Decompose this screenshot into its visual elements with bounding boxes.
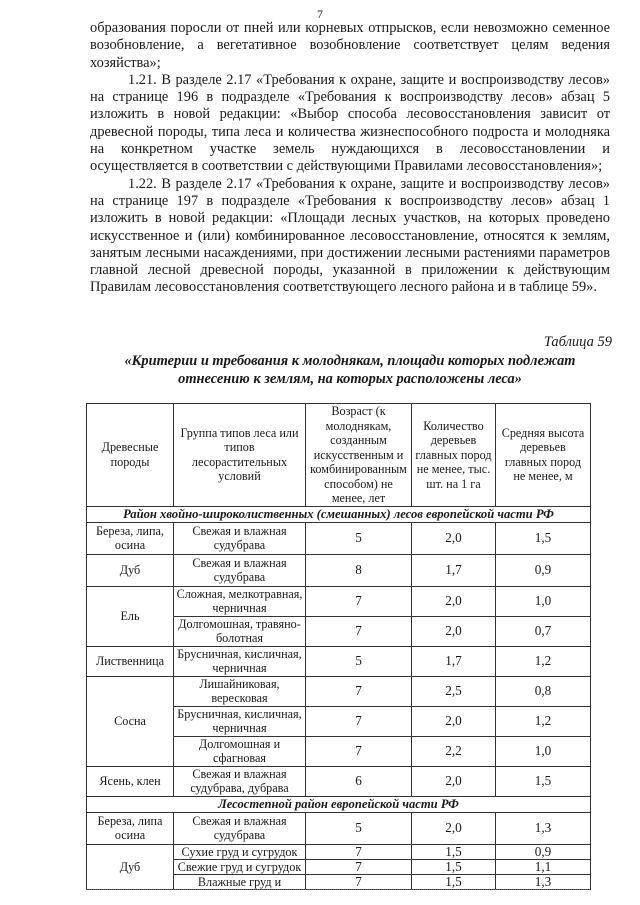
header-age: Возраст (к молоднякам, созданным искусственным и комбинированным способом) не менее, лет	[306, 404, 412, 507]
forest-type-cell: Свежая и влажная судубрава	[174, 554, 306, 586]
height-cell: 0,9	[496, 554, 591, 586]
count-cell: 2,5	[412, 676, 496, 706]
forest-type-cell: Влажные груд и	[174, 874, 306, 889]
height-cell: 1,5	[496, 522, 591, 554]
table-row	[87, 522, 591, 554]
age-cell: 5	[306, 646, 412, 676]
table-label: Таблица 59	[543, 334, 612, 350]
table-row	[87, 646, 591, 676]
height-cell: 1,2	[496, 646, 591, 676]
table-header-row	[87, 404, 591, 507]
species-cell: Ель	[87, 586, 174, 646]
section-title: Район хвойно-широколиственных (смешанных) лесов европейской части РФ	[87, 506, 591, 522]
header-species: Древесные породы	[87, 404, 174, 507]
age-cell: 7	[306, 586, 412, 616]
forest-type-cell: Долгомошная, травяно-болотная	[174, 616, 306, 646]
table-row	[87, 586, 591, 616]
forest-type-cell: Свежие груд и сугрудок	[174, 859, 306, 874]
species-cell: Береза, липа, осина	[87, 522, 174, 554]
paragraph-1-21: 1.21. В разделе 2.17 «Требования к охране, защите и воспроизводству лесов» на странице 196 в подразделе «Требования к воспроизводству лесов» абзац 5 изложить в новой редакции: «Выбор способа лесовосстановления зависит от древесной породы, типа леса и количества жизнеспособного подроста и молодняка на конкретном участке земель нуждающихся в лесовосстановлении и осуществляется в соответствии с действующими Правилами лесовосстановления»;	[90, 71, 610, 175]
count-cell: 2,0	[412, 706, 496, 736]
height-cell: 1,2	[496, 706, 591, 736]
paragraph-1-22: 1.22. В разделе 2.17 «Требования к охране, защите и воспроизводству лесов» на странице 197 в подразделе «Требования к воспроизводству лесов» абзац 1 изложить в новой редакции: «Площади лесных участков, на которых проведено искусственное и (или) комбинированное лесовосстановление, относятся к землям, занятым лесными насаждениями, при достижении лесными растениями параметров главной лесной древесной породы, указанной в приложении к действующим Правилам лесовосстановления соответствующего лесного района и в таблице 59».	[90, 175, 610, 296]
age-cell: 7	[306, 874, 412, 889]
header-forest-type: Группа типов леса или типов лесорастительных условий	[174, 404, 306, 507]
table-section-row	[87, 506, 591, 522]
age-cell: 8	[306, 554, 412, 586]
species-cell: Береза, липа осина	[87, 812, 174, 844]
forest-type-cell: Долгомошная и сфагновая	[174, 736, 306, 766]
species-cell: Ясень, клен	[87, 766, 174, 796]
height-cell: 1,5	[496, 766, 591, 796]
forest-type-cell: Свежая и влажная судубрава	[174, 522, 306, 554]
scan-artifact-line	[86, 889, 590, 893]
table-row	[87, 676, 591, 706]
header-tree-count: Количество деревьев главных пород не менее, тыс. шт. на 1 га	[412, 404, 496, 507]
table-row	[87, 554, 591, 586]
age-cell: 6	[306, 766, 412, 796]
table-row	[87, 766, 591, 796]
table-row	[87, 844, 591, 859]
count-cell: 2,0	[412, 766, 496, 796]
count-cell: 2,0	[412, 812, 496, 844]
height-cell: 0,8	[496, 676, 591, 706]
criteria-table	[86, 403, 591, 890]
species-cell: Дуб	[87, 844, 174, 889]
page-number: 7	[317, 7, 323, 21]
age-cell: 7	[306, 616, 412, 646]
forest-type-cell: Лишайниковая, вересковая	[174, 676, 306, 706]
height-cell: 1,1	[496, 859, 591, 874]
height-cell: 1,0	[496, 586, 591, 616]
forest-type-cell: Свежая и влажная судубрава	[174, 812, 306, 844]
forest-type-cell: Сухие груд и сугрудок	[174, 844, 306, 859]
forest-type-cell: Брусничная, кисличная, черничная	[174, 646, 306, 676]
height-cell: 0,9	[496, 844, 591, 859]
section-title: Лесостепной район европейской части РФ	[87, 796, 591, 812]
age-cell: 5	[306, 812, 412, 844]
count-cell: 1,7	[412, 554, 496, 586]
count-cell: 1,5	[412, 874, 496, 889]
count-cell: 2,0	[412, 616, 496, 646]
species-cell: Сосна	[87, 676, 174, 766]
paragraph-continuation: образования поросли от пней или корневых отпрысков, если невозможно семенное возобновление, а вегетативное возобновление соответствует целям ведения хозяйства»;	[90, 20, 610, 71]
height-cell: 0,7	[496, 616, 591, 646]
height-cell: 1,0	[496, 736, 591, 766]
age-cell: 7	[306, 706, 412, 736]
body-text	[90, 20, 610, 297]
header-avg-height: Средняя высота деревьев главных пород не менее, м	[496, 404, 591, 507]
count-cell: 1,5	[412, 844, 496, 859]
table-title: «Критерии и требования к молоднякам, площади которых подлежат отнесению к землям, на которых расположены леса»	[124, 353, 576, 387]
table-row	[87, 812, 591, 844]
age-cell: 5	[306, 522, 412, 554]
species-cell: Лиственница	[87, 646, 174, 676]
count-cell: 2,2	[412, 736, 496, 766]
count-cell: 2,0	[412, 586, 496, 616]
age-cell: 7	[306, 736, 412, 766]
table-section-row	[87, 796, 591, 812]
height-cell: 1,3	[496, 874, 591, 889]
count-cell: 1,5	[412, 859, 496, 874]
forest-type-cell: Брусничная, кисличная, черничная	[174, 706, 306, 736]
age-cell: 7	[306, 844, 412, 859]
count-cell: 1,7	[412, 646, 496, 676]
forest-type-cell: Свежая и влажная судубрава, дубрава	[174, 766, 306, 796]
count-cell: 2,0	[412, 522, 496, 554]
age-cell: 7	[306, 859, 412, 874]
species-cell: Дуб	[87, 554, 174, 586]
forest-type-cell: Сложная, мелкотравная, черничная	[174, 586, 306, 616]
age-cell: 7	[306, 676, 412, 706]
height-cell: 1,3	[496, 812, 591, 844]
